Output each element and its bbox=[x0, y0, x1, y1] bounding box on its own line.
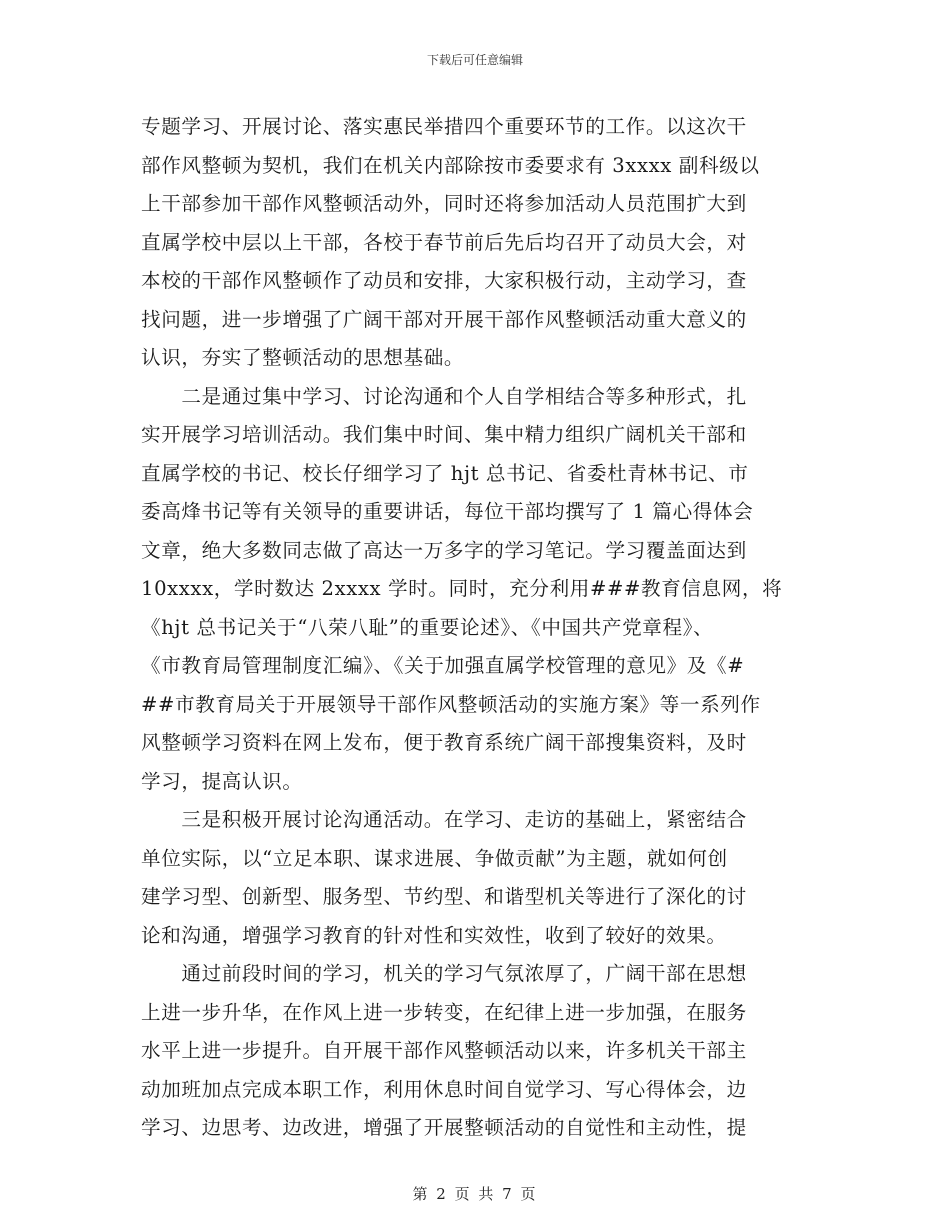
text-line: 《hjt 总书记关于“八荣八耻”的重要论述》、《中国共产党章程》、 bbox=[141, 615, 714, 639]
text-line: 直属学校中层以上干部，各校于春节前后先后均召开了动员大会，对 bbox=[141, 230, 747, 254]
text-line: 上进一步升华，在作风上进一步转变，在纪律上进一步加强，在服务 bbox=[141, 1000, 747, 1024]
text-line: 部作风整顿为契机，我们在机关内部除按市委要求有 3xxxx 副科级以 bbox=[141, 153, 760, 177]
text-line: 《市教育局管理制度汇编》、《关于加强直属学校管理的意见》及《# bbox=[141, 654, 745, 677]
text-line: 文章，绝大多数同志做了高达一万多字的学习笔记。学习覆盖面达到 bbox=[141, 538, 747, 562]
text-line: 专题学习、开展讨论、落实惠民举措四个重要环节的工作。以这次干 bbox=[141, 115, 747, 138]
text-line: 风整顿学习资料在网上发布，便于教育系统广阔干部搜集资料，及时 bbox=[141, 731, 747, 754]
text-line: 通过前段时间的学习，机关的学习气氛浓厚了，广阔干部在思想 bbox=[141, 962, 747, 985]
text-line: 委高烽书记等有关领导的重要讲话，每位干部均撰写了 1 篇心得体会 bbox=[141, 500, 754, 523]
page-header-note: 下载后可任意编辑 bbox=[426, 53, 523, 67]
text-line: 建学习型、创新型、服务型、节约型、和谐型机关等进行了深化的讨 bbox=[141, 885, 747, 908]
text-line: 本校的干部作风整顿作了动员和安排，大家积极行动，主动学习，查 bbox=[141, 269, 747, 292]
text-line: 直属学校的书记、校长仔细学习了 hjt 总书记、省委杜青林书记、市 bbox=[141, 461, 749, 485]
page-number: 第 2 页 共 7 页 bbox=[412, 1185, 538, 1203]
text-line: 水平上进一步提升。自开展干部作风整顿活动以来，许多机关干部主 bbox=[141, 1039, 747, 1062]
text-line: 学习、边思考、边改进，增强了开展整顿活动的自觉性和主动性，提 bbox=[141, 1116, 747, 1139]
text-line: 认识，夯实了整顿活动的思想基础。 bbox=[141, 346, 465, 369]
text-line: 10xxxx，学时数达 2xxxx 学时。同时，充分利用###教育信息网，将 bbox=[141, 577, 783, 600]
text-line: 动加班加点完成本职工作，利用休息时间自觉学习、写心得体会，边 bbox=[141, 1077, 747, 1101]
document-body bbox=[141, 108, 811, 1148]
text-line: 找问题，进一步增强了广阔干部对开展干部作风整顿活动重大意义的 bbox=[141, 307, 747, 331]
text-line: ##市教育局关于开展领导干部作风整顿活动的实施方案》等一系列作 bbox=[141, 692, 761, 716]
text-line: 上干部参加干部作风整顿活动外，同时还将参加活动人员范围扩大到 bbox=[141, 192, 747, 215]
text-line: 学习，提高认识。 bbox=[141, 769, 303, 793]
text-line: 实开展学习培训活动。我们集中时间、集中精力组织广阔机关干部和 bbox=[141, 423, 747, 446]
text-line: 论和沟通，增强学习教育的针对性和实效性，收到了较好的效果。 bbox=[141, 923, 727, 947]
text-line: 单位实际，以“立足本职、谋求进展、争做贡献”为主题，就如何创 bbox=[141, 846, 728, 870]
text-line: 二是通过集中学习、讨论沟通和个人自学相结合等多种形式，扎 bbox=[141, 384, 747, 408]
text-line: 三是积极开展讨论沟通活动。在学习、走访的基础上，紧密结合 bbox=[141, 808, 747, 831]
